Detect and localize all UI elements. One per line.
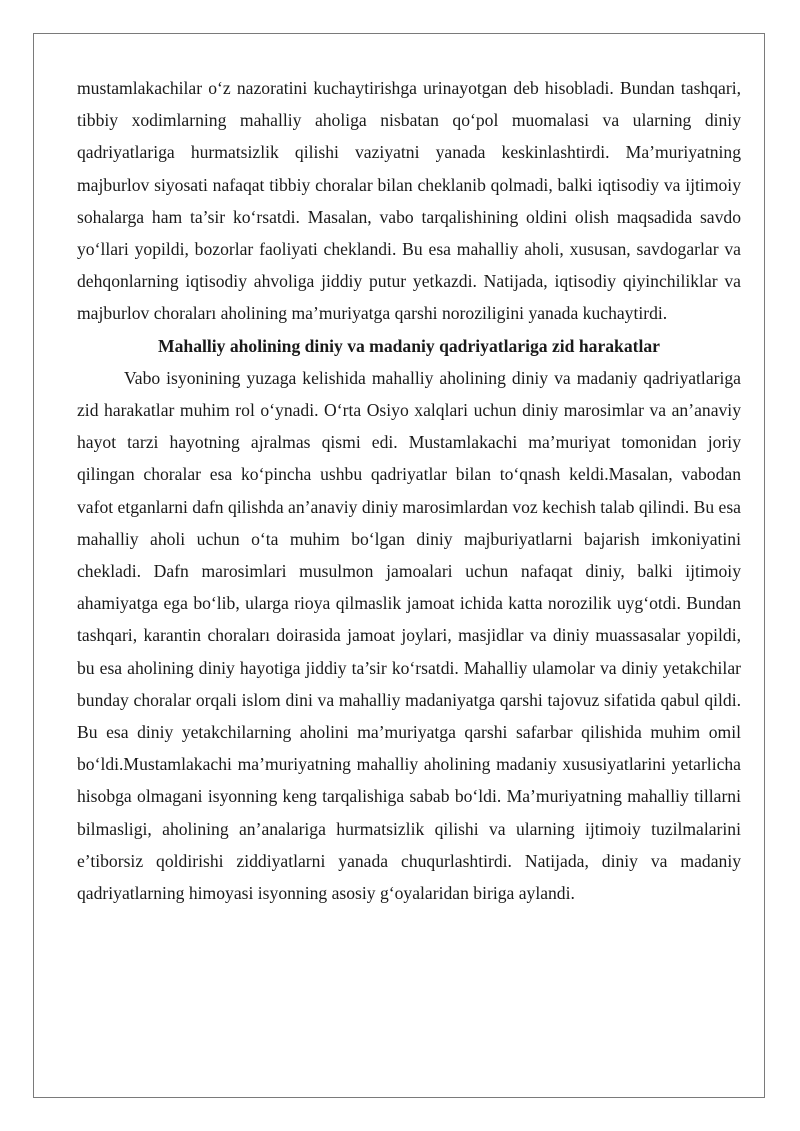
body-paragraph: mustamlakachilar o‘z nazoratini kuchaytirishga urinayotgan deb hisobladi. Bundan tashqari, tibbiy xodimlarning mahalliy aholiga nisbatan qo‘pol muomalasi va ularning diniy qadriyatlariga hurmatsizlik qilishi vaziyatni yanada keskinlashtirdi. Ma’muriyatning majburlov siyosati nafaqat tibbiy choralar bilan cheklanib qolmadi, balki iqtisodiy va ijtimoiy sohalarga ham ta’sir ko‘rsatdi. Masalan, vabo tarqalishining oldini olish maqsadida savdo yo‘llari yopildi, bozorlar faoliyati cheklandi. Bu esa mahalliy aholi, xususan, savdogarlar va dehqonlarning iqtisodiy ahvoliga jiddiy putur yetkazdi. Natijada, iqtisodiy qiyinchiliklar va majburlov choraları aholining ma’muriyatga qarshi noroziligini yanada kuchaytirdi.	[77, 78, 741, 324]
body-paragraph: Vabo isyonining yuzaga kelishida mahalliy aholining diniy va madaniy qadriyatlariga zid harakatlar muhim rol o‘ynadi. O‘rta Osiyo xalqlari uchun diniy marosimlar va an’anaviy hayot tarzi hayotning ajralmas qismi edi. Mustamlakachi ma’muriyat tomonidan joriy qilingan choralar esa ko‘pincha ushbu qadriyatlar bilan to‘qnash keldi.Masalan, vabodan vafot etganlarni dafn qilishda an’anaviy diniy marosimlardan voz kechish talab qilindi. Bu esa mahalliy aholi uchun o‘ta muhim bo‘lgan diniy majburiyatlarni bajarish imkoniyatini chekladi. Dafn marosimlari musulmon jamoalari uchun nafaqat diniy, balki ijtimoiy ahamiyatga ega bo‘lib, ularga rioya qilmaslik jamoat ichida katta norozilik uyg‘otdi. Bundan tashqari, karantin choraları doirasida jamoat joylari, masjidlar va diniy muassasalar yopildi, bu esa aholining diniy hayotiga jiddiy ta’sir ko‘rsatdi. Mahalliy ulamolar va diniy yetakchilar bunday choralar orqali islom dini va mahalliy madaniyatga qarshi tajovuz sifatida qabul qildi. Bu esa diniy yetakchilarning aholini ma’muriyatga qarshi safarbar qilishida muhim omil bo‘ldi.Mustamlakachi ma’muriyatning mahalliy aholining madaniy xususiyatlarini yetarlicha hisobga olmagani isyonning keng tarqalishiga sabab bo‘ldi. Ma’muriyatning mahalliy tillarni bilmasligi, aholining an’analariga hurmatsizlik qilishi va ularning ijtimoiy tuzilmalarini e’tiborsiz qoldirishi ziddiyatlarni yanada chuqurlashtirdi. Natijada, diniy va madaniy qadriyatlarning himoyasi isyonning asosiy g‘oyalaridan biriga aylandi.	[77, 367, 741, 904]
document-body	[77, 72, 741, 909]
section-heading: Mahalliy aholining diniy va madaniy qadriyatlariga zid harakatlar	[158, 335, 660, 356]
